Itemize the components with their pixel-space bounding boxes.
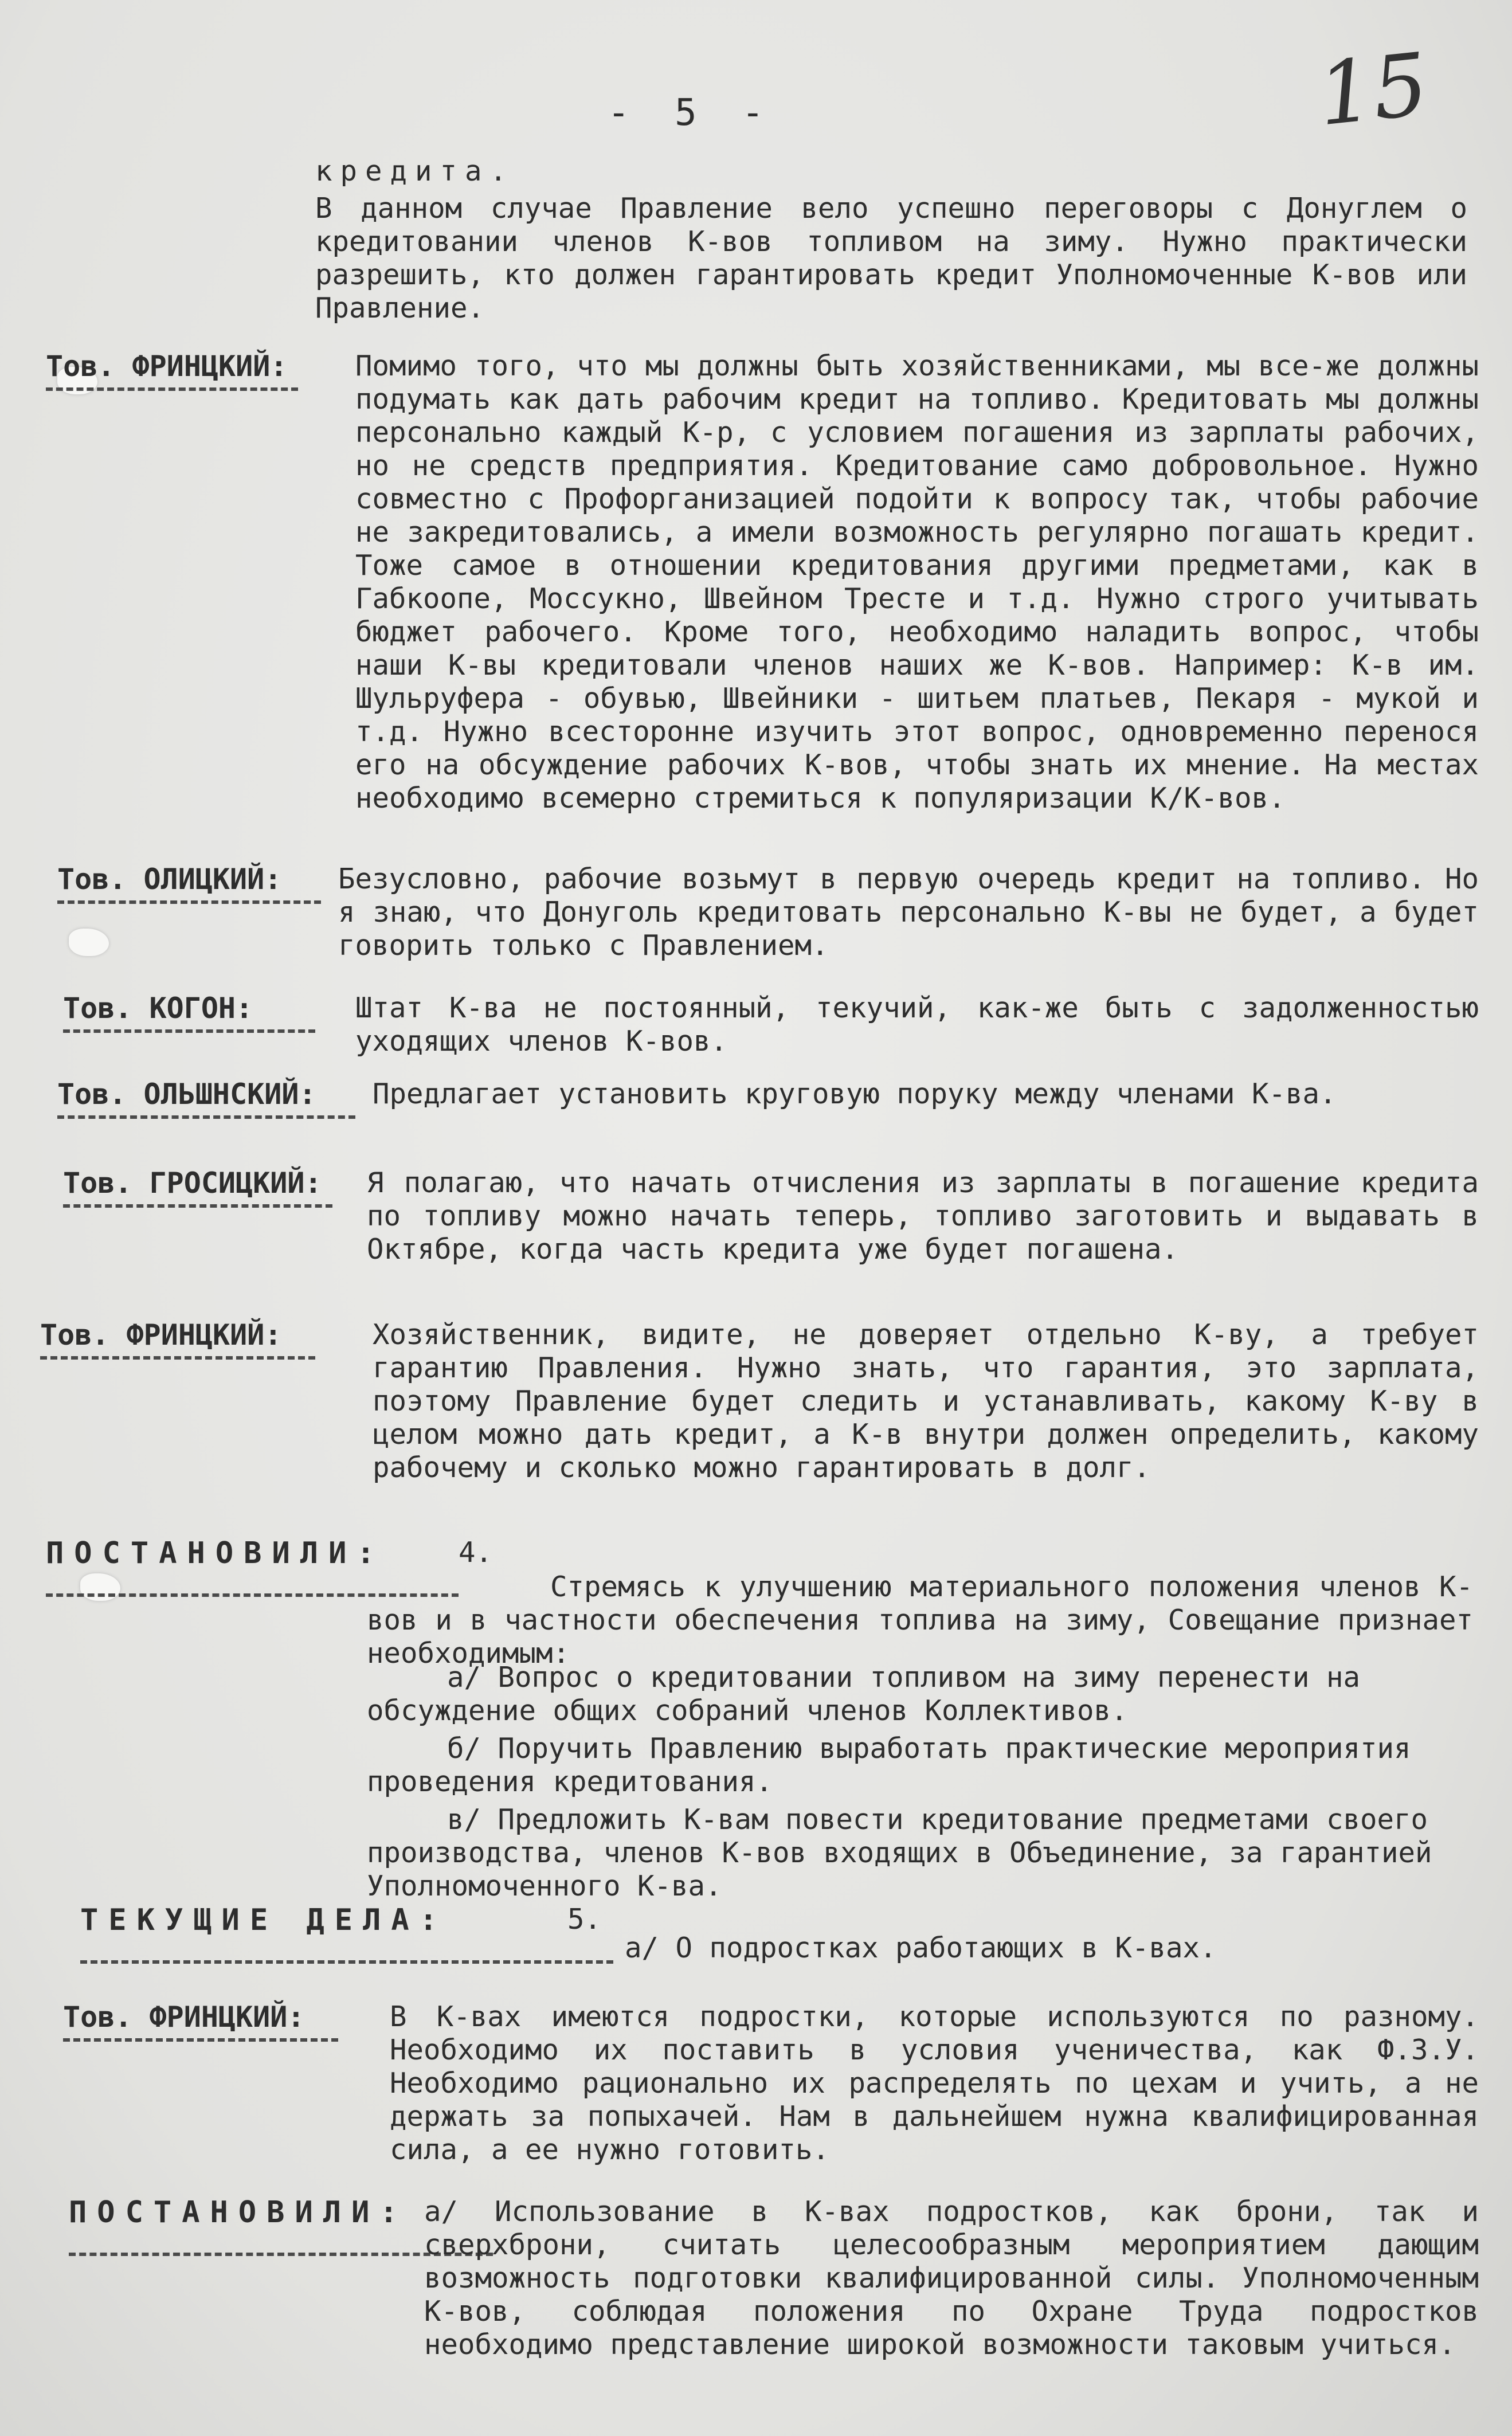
archive-number: 15 xyxy=(1313,34,1433,146)
resolution-intro: Стремясь к улучшению материального положения членов К-вов и в частности обеспечения топлива на зиму, Совещание признает необходимым: xyxy=(367,1571,1473,1670)
current-affairs-item: а/ О подростках работающих в К-вах. xyxy=(625,1932,1217,1964)
speech-text: Штат К-ва не постоянный, текучий, как-же быть с задолженностью уходящих членов К-вов. xyxy=(355,992,1479,1058)
speech-text: Предлагает установить круговую поруку между членами К-ва. xyxy=(373,1078,1337,1110)
speech-text: Безусловно, рабочие возьмут в первую очередь кредит на топливо. Но я знаю, что Донуголь кредитовать персонально К-вы не будет, а будет говорить только с Правлением. xyxy=(338,863,1479,962)
speaker-label: Тов. ОЛЬШНСКИЙ: xyxy=(57,1078,355,1119)
speech-text: В К-вах имеются подростки, которые используются по разному. Необходимо их поставить в условия ученичества, как Ф.З.У. Необходимо рационально их распределять по цехам и учить, а не держать за попыхачей. Нам в дальнейшем нужна квалифицированная сила, а ее нужно готовить. xyxy=(390,2000,1479,2166)
resolution-number: 4. xyxy=(459,1536,493,1569)
speaker-label: Тов. ОЛИЦКИЙ: xyxy=(57,863,321,904)
speaker-label: Тов. ФРИНЦКИЙ: xyxy=(63,2000,338,2042)
resolution-text: а/ Использование в К-вах подростков, как брони, так и сверхброни, считать целесообразным мероприятием дающим возможность подготовки квалифицированной силы. Уполномоченным К-вов, соблюдая положения по Охране Труда подростков необходимо представление широкой возможности таковым учиться. xyxy=(424,2195,1479,2361)
resolution-label: ПОСТАНОВИЛИ: xyxy=(46,1536,385,1571)
resolution-item: б/ Поручить Правлению выработать практические мероприятия проведения кредитования. xyxy=(367,1732,1411,1798)
speaker-label: Тов. ФРИНЦКИЙ: xyxy=(46,350,298,391)
resolution-item: а/ Вопрос о кредитовании топливом на зиму перенести на обсуждение общих собраний членов Коллективов. xyxy=(367,1661,1361,1727)
current-affairs-number: 5. xyxy=(567,1903,602,1936)
speaker-label: Тов. КОГОН: xyxy=(63,992,315,1033)
page-number: - 5 - xyxy=(608,92,775,134)
speaker-label: Тов. ФРИНЦКИЙ: xyxy=(40,1318,315,1360)
punch-hole xyxy=(69,929,109,956)
speech-text: Помимо того, что мы должны быть хозяйственниками, мы все-же должны подумать как дать рабочим кредит на топливо. Кредитовать мы должны персонально каждый К-р, с условием погашения из зарплаты рабочих, но не средств предприятия. Кредитование само добровольное. Нужно совместно с Профорганизацией подойти к вопросу так, чтобы рабочие не закредитовались, а имели возможность регулярно погашать кредит. Тоже самое в отношении кредитования другими предметами, как в Габкоопе, Моссукно, Швейном Тресте и т.д. Нужно строго учитывать бюджет рабочего. Кроме того, необходимо наладить вопрос, чтобы наши К-вы кредитовали членов наших же К-вов. Например: К-в им. Шульруфера - обувью, Швейники - шитьем платьев, Пекаря - мукой и т.д. Нужно всесторонне изучить этот вопрос, одновременно перенося его на обсуждение рабочих К-вов, чтобы знать их мнение. На местах необходимо всемерно стремиться к популяризации К/К-вов. xyxy=(355,350,1479,814)
separator-line xyxy=(80,1960,613,1964)
resolution-item: в/ Предложить К-вам повести кредитование предметами своего производства, членов К-вов входящих в Объединение, за гарантией Уполномоченного К-ва. xyxy=(367,1803,1432,1902)
speech-text: Хозяйственник, видите, не доверяет отдельно К-ву, а требует гарантию Правления. Нужно знать, что гарантия, это зарплата, поэтому Правление будет следить и устанавливать, какому К-ву в целом можно дать кредит, а К-в внутри должен определить, какому рабочему и сколько можно гарантировать в долг. xyxy=(373,1318,1479,1484)
current-affairs-label: ТЕКУЩИЕ ДЕЛА: xyxy=(80,1903,448,1937)
intro-text: В данном случае Правление вело успешно переговоры с Донуглем о кредитовании членов К-вов топливом на зиму. Нужно практически разрешить, кто должен гарантировать кредит Уполномоченные К-вов или Правление. xyxy=(315,192,1467,324)
resolution-items xyxy=(367,1656,1479,1903)
speaker-label: Тов. ГРОСИЦКИЙ: xyxy=(63,1166,332,1208)
resolution-label: ПОСТАНОВИЛИ: xyxy=(69,2195,408,2230)
speech-text: Я полагаю, что начать отчисления из зарплаты в погашение кредита по топливу можно начать теперь, топливо заготовить и выдавать в Октябре, когда часть кредита уже будет погашена. xyxy=(367,1166,1479,1266)
intro-first-word: кредита. xyxy=(315,155,515,187)
